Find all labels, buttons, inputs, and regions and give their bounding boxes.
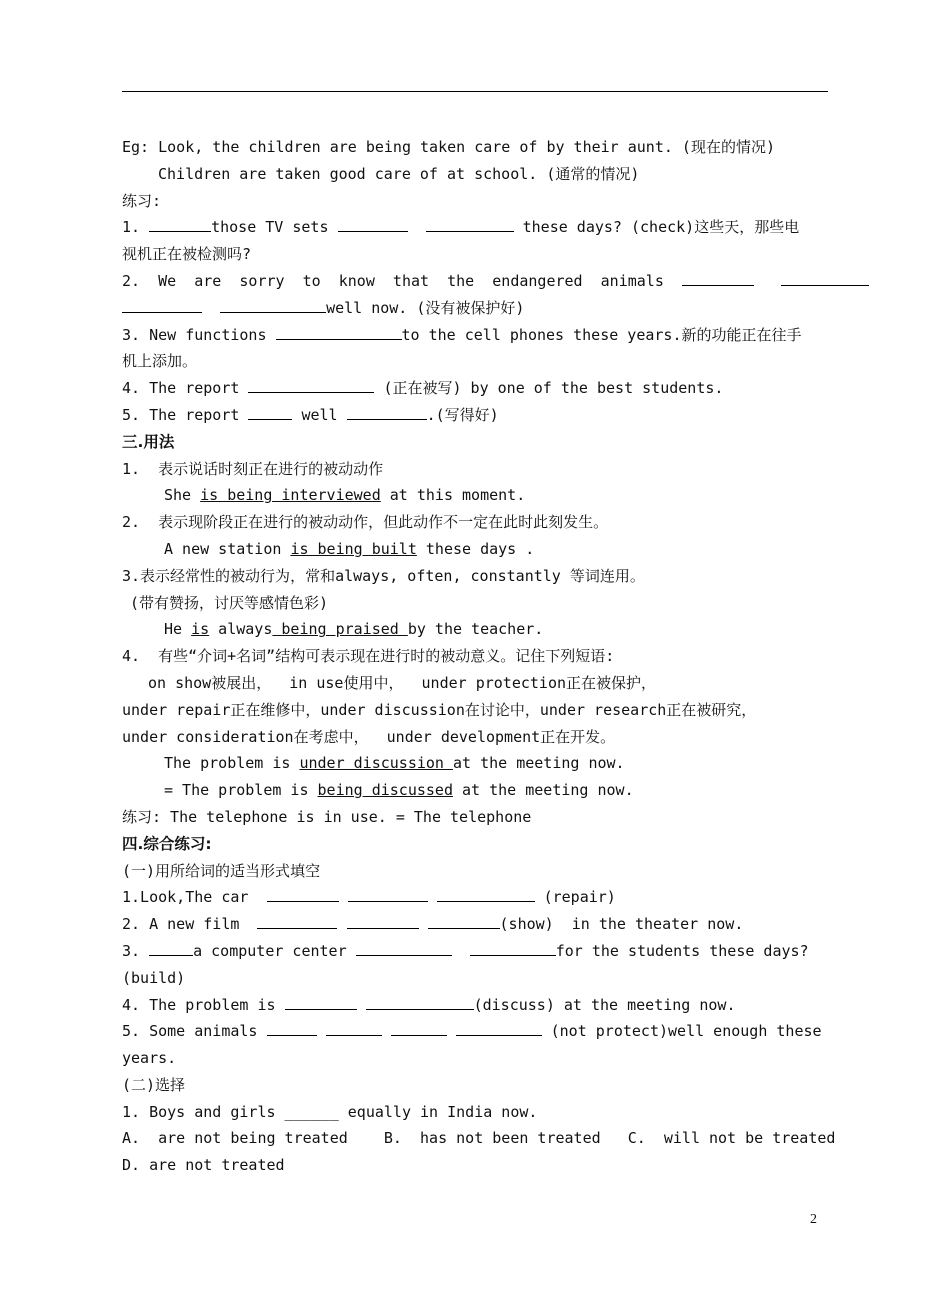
- phrase-line-3: under consideration在考虑中， under development正在开发。: [122, 727, 616, 746]
- answer-blank: [149, 216, 211, 232]
- answer-blank: [267, 886, 339, 902]
- question-5: 5. The report well .(写得好): [122, 405, 499, 424]
- usage-4: 4. 有些“介词+名词”结构可表示现在进行时的被动意义。记住下列短语:: [122, 647, 615, 666]
- usage-1: 1. 表示说话时刻正在进行的被动动作: [122, 459, 384, 478]
- subsection-2: (二)选择: [122, 1075, 186, 1094]
- practice-label: 练习:: [122, 191, 162, 210]
- usage-3: 3.表示经常性的被动行为，常和always, often, constantly 等词连用。: [122, 566, 645, 585]
- question-3-cont: 机上添加。: [122, 352, 198, 371]
- example-line-1: Eg: Look, the children are being taken care of by their aunt. (现在的情况): [122, 138, 775, 156]
- fill-1: 1.Look,The car (repair): [122, 888, 616, 907]
- answer-blank: [285, 994, 357, 1010]
- answer-blank: [456, 1020, 542, 1036]
- usage-2: 2. 表示现阶段正在进行的被动动作，但此动作不一定在此时此刻发生。: [122, 513, 609, 532]
- fill-5-cont: years.: [122, 1049, 177, 1068]
- usage-1-example: She is being interviewed at this moment.: [164, 486, 526, 505]
- answer-blank: [248, 404, 292, 420]
- answer-blank: [682, 270, 754, 286]
- answer-blank: [276, 324, 402, 340]
- choice-1-option-d: D. are not treated: [122, 1156, 285, 1175]
- question-3: 3. New functions to the cell phones these years.新的功能正在往手: [122, 325, 802, 344]
- answer-blank: [428, 913, 500, 929]
- answer-blank: [348, 886, 428, 902]
- header-rule: [122, 91, 828, 92]
- question-1-cont: 视机正在被检测吗?: [122, 245, 252, 264]
- question-2-cont: well now. (没有被保护好): [122, 295, 828, 322]
- answer-blank: [391, 1020, 447, 1036]
- phrase-line-2: under repair正在维修中，under discussion在讨论中，under research正在被研究，: [122, 700, 757, 719]
- answer-blank: [220, 297, 326, 313]
- question-2: 2. We are sorry to know that the endangered animals: [122, 268, 828, 295]
- answer-blank: [470, 940, 556, 956]
- usage-4-practice: 练习: The telephone is in use. = The telephone: [122, 807, 532, 826]
- usage-4-example-1: The problem is under discussion at the meeting now.: [164, 754, 625, 773]
- answer-blank: [326, 1020, 382, 1036]
- choice-1-options: A. are not being treated B. has not been treated C. will not be treated: [122, 1129, 836, 1148]
- question-4: 4. The report (正在被写) by one of the best students.: [122, 379, 724, 398]
- answer-blank: [356, 940, 452, 956]
- answer-blank: [122, 297, 202, 313]
- answer-blank: [426, 216, 514, 232]
- answer-blank: [347, 404, 427, 420]
- fill-3: 3. a computer center for the students these days?: [122, 941, 809, 960]
- answer-blank: [437, 886, 535, 902]
- section-heading-4: 四.综合练习:: [122, 834, 212, 853]
- fill-3-cont: (build): [122, 968, 186, 987]
- fill-4: 4. The problem is (discuss) at the meeting now.: [122, 995, 736, 1014]
- question-1: 1. those TV sets these days? (check)这些天，那些电: [122, 218, 800, 237]
- fill-2: 2. A new film (show) in the theater now.: [122, 915, 744, 934]
- section-heading-3: 三.用法: [122, 432, 175, 451]
- choice-1: 1. Boys and girls ______ equally in India now.: [122, 1102, 538, 1121]
- answer-blank: [149, 940, 193, 956]
- answer-blank: [267, 1020, 317, 1036]
- answer-blank: [257, 913, 337, 929]
- usage-3-note: (带有赞扬，讨厌等感情色彩): [130, 593, 329, 612]
- subsection-1: (一)用所给词的适当形式填空: [122, 861, 321, 880]
- answer-blank: [347, 913, 419, 929]
- answer-blank: [366, 994, 474, 1010]
- usage-4-example-2: = The problem is being discussed at the meeting now.: [164, 781, 634, 800]
- phrase-line-1: on show被展出， in use使用中， under protection正在被保护，: [148, 673, 657, 692]
- answer-blank: [781, 270, 869, 286]
- usage-3-example: He is always being praised by the teacher.: [164, 620, 544, 639]
- answer-blank: [248, 377, 374, 393]
- usage-2-example: A new station is being built these days .: [164, 539, 535, 558]
- page-number: 2: [810, 1212, 817, 1227]
- example-line-2: Children are taken good care of at school. (通常的情况): [158, 164, 640, 183]
- fill-5: 5. Some animals (not protect)well enough these: [122, 1022, 822, 1041]
- document-body: [122, 134, 836, 1179]
- answer-blank: [338, 216, 408, 232]
